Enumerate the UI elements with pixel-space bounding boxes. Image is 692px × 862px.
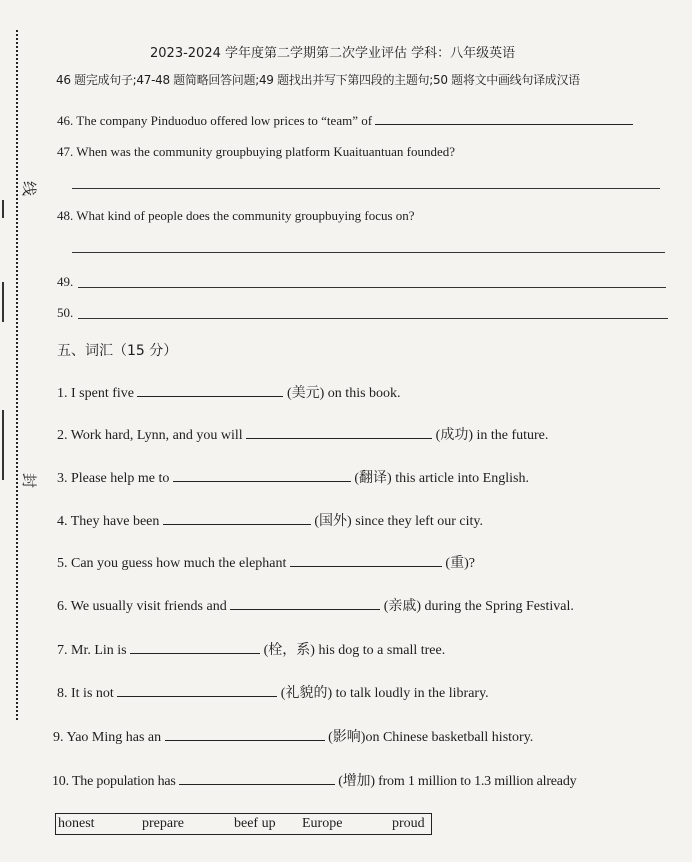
question-number: 49. (57, 274, 74, 289)
vocab-blank[interactable] (246, 424, 432, 439)
margin-mark (2, 282, 4, 322)
vocab-blank[interactable] (230, 595, 380, 610)
vocab-blank[interactable] (173, 467, 351, 482)
word-bank-item: honest (58, 816, 95, 831)
instructions: 46 题完成句子;47-48 题简略回答问题;49 题找出并写下第四段的主题句;50 题将文中画线句译成汉语 (56, 73, 580, 87)
vocab-hint: (亲戚) during the Spring Festival. (383, 599, 574, 614)
question-text: When was the community groupbuying platform Kuaituantuan founded? (76, 144, 455, 159)
vocab-hint: (增加) from 1 million to 1.3 million already (338, 774, 577, 789)
vocab-prompt: 2. Work hard, Lynn, and you will (57, 428, 243, 443)
vocab-blank[interactable] (130, 639, 260, 654)
vocab-prompt: 5. Can you guess how much the elephant (57, 556, 287, 571)
question-number: 48. (57, 208, 74, 223)
binding-dotted-line (16, 30, 18, 720)
vocab-item-5 (57, 552, 475, 572)
question-number: 47. (57, 144, 74, 159)
vocab-item-8 (57, 682, 489, 702)
answer-line-49[interactable] (78, 287, 666, 288)
vocab-prompt: 7. Mr. Lin is (57, 643, 127, 658)
vocab-blank[interactable] (137, 382, 283, 397)
word-bank-item: Europe (302, 816, 343, 831)
section-title: 五、词汇（15 分） (57, 343, 178, 359)
answer-line-48[interactable] (72, 252, 665, 253)
question-number: 50. (57, 305, 74, 320)
question-number: 46. (57, 113, 74, 128)
vocab-prompt: 10. The population has (52, 774, 176, 789)
vocab-hint: (栓，系) his dog to a small tree. (263, 643, 446, 658)
vocab-blank[interactable] (179, 770, 335, 785)
word-bank-item: prepare (142, 816, 184, 831)
vocab-blank[interactable] (165, 726, 325, 741)
vocab-hint: (礼貌的) to talk loudly in the library. (280, 686, 489, 701)
vocab-item-2 (57, 424, 548, 444)
vocab-item-6 (57, 595, 574, 615)
vocab-prompt: 6. We usually visit friends and (57, 599, 227, 614)
question-text: What kind of people does the community groupbuying focus on? (76, 208, 415, 223)
margin-mark (2, 200, 4, 218)
answer-line-47[interactable] (72, 188, 660, 189)
answer-blank[interactable] (375, 111, 633, 125)
vocab-hint: (影响)on Chinese basketball history. (328, 730, 534, 745)
vocab-hint: (美元) on this book. (286, 386, 401, 401)
margin-mark (2, 410, 4, 480)
vocab-prompt: 9. Yao Ming has an (53, 730, 162, 745)
answer-line-50[interactable] (78, 318, 668, 319)
question-50 (57, 305, 73, 321)
vocab-item-7 (57, 639, 445, 659)
vocab-blank[interactable] (290, 552, 442, 567)
vocab-hint: (重)? (445, 556, 475, 571)
vocab-blank[interactable] (117, 682, 277, 697)
vocab-hint: (国外) since they left our city. (314, 514, 483, 529)
question-49 (57, 274, 73, 290)
vocab-item-1 (57, 382, 401, 402)
exam-header: 2023-2024 学年度第二学期第二次学业评估 学科：八年级英语 (150, 46, 516, 61)
question-text: The company Pinduoduo offered low prices to “team” of (76, 113, 373, 128)
margin-char-bottom: 封 (20, 472, 39, 489)
vocab-hint: (翻译) this article into English. (354, 471, 529, 486)
word-bank-box (55, 813, 432, 835)
vocab-item-10 (52, 770, 576, 790)
vocab-item-3 (57, 467, 529, 487)
vocab-prompt: 4. They have been (57, 514, 160, 529)
vocab-blank[interactable] (163, 510, 311, 525)
vocab-item-4 (57, 510, 483, 530)
margin-char-top: 线 (20, 180, 39, 197)
question-48 (57, 208, 415, 224)
vocab-item-9 (53, 726, 533, 746)
word-bank-item: beef up (234, 816, 276, 831)
word-bank-item: proud (392, 816, 425, 831)
vocab-prompt: 1. I spent five (57, 386, 134, 401)
vocab-hint: (成功) in the future. (435, 428, 549, 443)
question-47 (57, 144, 455, 160)
vocab-prompt: 8. It is not (57, 686, 114, 701)
question-46 (57, 111, 633, 129)
vocab-prompt: 3. Please help me to (57, 471, 170, 486)
